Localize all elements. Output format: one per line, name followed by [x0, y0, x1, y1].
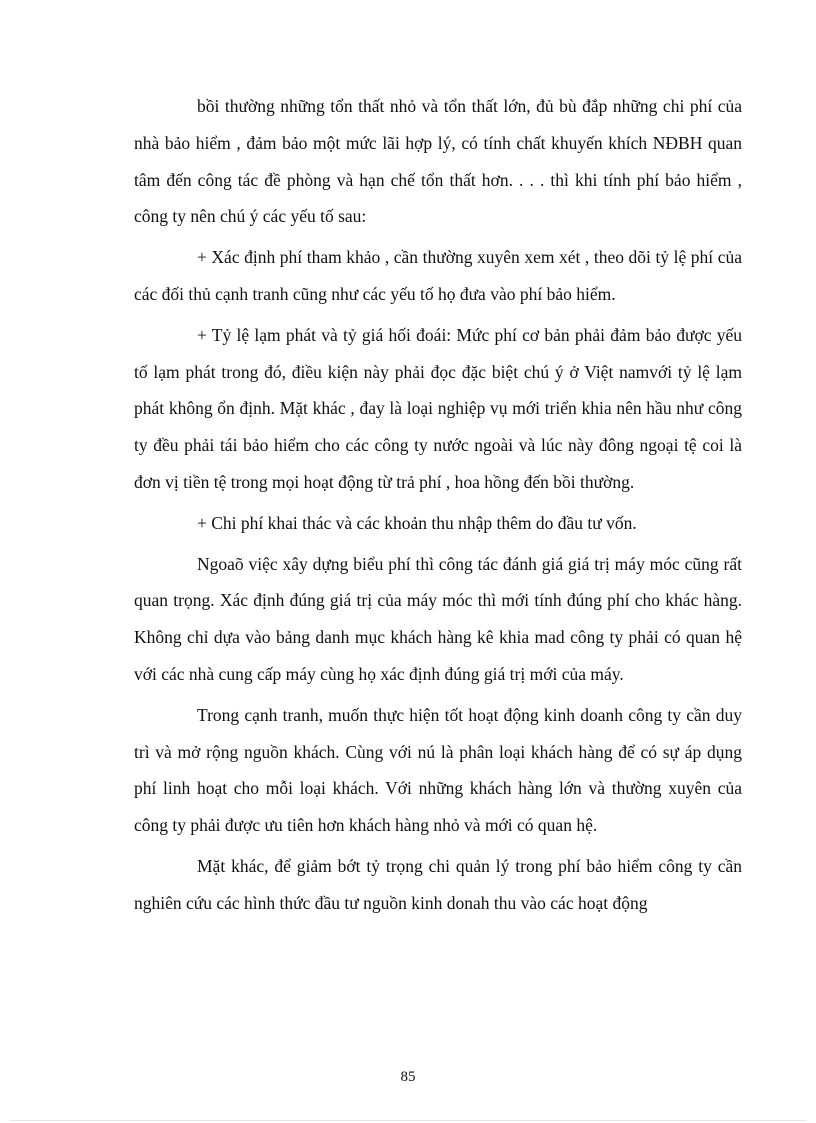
paragraph-3: + Tỷ lệ lạm phát và tỷ giá hối đoái: Mức phí cơ bản phải đảm bảo được yếu tố lạm phát trong đó, điều kiện này phải đọc đặc biệt chú ý ở Việt namvới tỷ lệ lạm phát không ổn định. Mặt khác , đay là loại nghiệp vụ mới triển khia nên hầu như công ty đều phải tái bảo hiểm cho các công ty nước ngoài và lúc này đông ngoại tệ coi là đơn vị tiền tệ trong mọi hoạt động từ trả phí , hoa hồng đến bồi thường.: [134, 324, 742, 492]
paragraph-4: + Chi phí khai thác và các khoản thu nhập thêm do đầu tư vốn.: [197, 512, 637, 533]
paragraph-1: bồi thường những tổn thất nhỏ và tổn thất lớn, đủ bù đắp những chi phí của nhà bảo hiểm , đảm bảo một mức lãi hợp lý, có tính chất khuyến khích NĐBH quan tâm đến công tác đề phòng và hạn chế tổn thất hơn. . . . thì khi tính phí bảo hiểm , công ty nên chú ý các yếu tố sau:: [134, 96, 742, 227]
paragraph-2: + Xác định phí tham khảo , cần thường xuyên xem xét , theo dõi tỷ lệ phí của các đối thủ cạnh tranh cũng như các yếu tố họ đưa vào phí bảo hiểm.: [134, 247, 742, 304]
paragraph-5: Ngoaõ việc xây dựng biểu phí thì công tác đánh giá giá trị máy móc cũng rất quan trọng. Xác định đúng giá trị của máy móc thì mới tính đúng phí cho khác hàng. Không chỉ dựa vào bảng danh mục khách hàng kê khia mad công ty phải có quan hệ với các nhà cung cấp máy cùng họ xác định đúng giá trị mới của máy.: [134, 553, 742, 684]
page-number: 85: [400, 1069, 416, 1085]
page-bottom-divider: [10, 1120, 806, 1121]
body-text: [134, 88, 742, 922]
paragraph-6: Trong cạnh tranh, muốn thực hiện tốt hoạt động kinh doanh công ty cần duy trì và mở rộng nguồn khách. Cùng với nú là phân loại khách hàng để có sự áp dụng phí linh hoạt cho mỗi loại khách. Với những khách hàng lớn và thường xuyên của công ty phải được ưu tiên hơn khách hàng nhỏ và mới có quan hệ.: [134, 704, 742, 836]
paragraph-7: Mặt khác, để giảm bớt tỷ trọng chi quản lý trong phí bảo hiểm công ty cần nghiên cứu các hình thức đầu tư nguồn kinh donah thu vào các hoạt động: [134, 855, 742, 913]
